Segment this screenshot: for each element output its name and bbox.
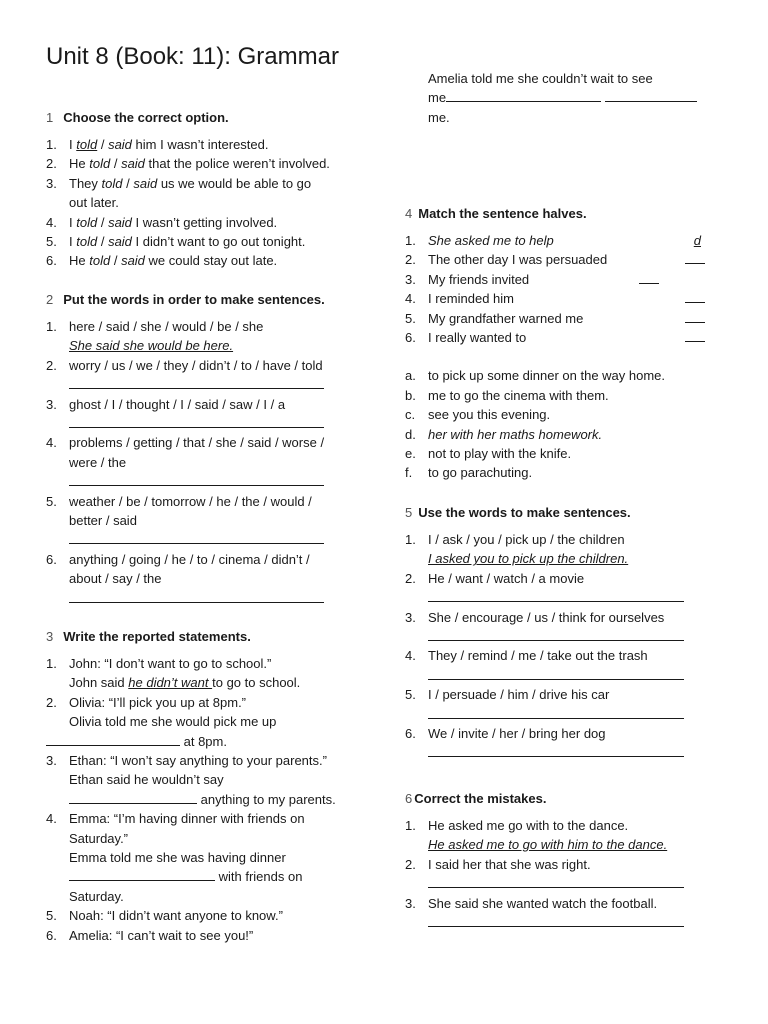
section-4 — [405, 204, 725, 483]
item-prompt: I said her that she was right. — [428, 856, 591, 872]
item-number: 5. — [46, 493, 57, 509]
section-title: Use the words to make sentences. — [418, 505, 631, 520]
exercise-item — [46, 751, 366, 770]
answer-text: he didn’t want — [128, 675, 213, 691]
item-prompt: He / want / watch / a movie — [428, 570, 585, 586]
exercise-item — [46, 654, 366, 673]
exercise-item — [46, 693, 366, 712]
option-letter: c. — [405, 407, 416, 423]
item-text: He — [69, 156, 86, 172]
option-letter: d. — [405, 426, 416, 442]
separator: / — [97, 137, 109, 152]
answer-line[interactable] — [405, 627, 725, 646]
section-heading — [46, 108, 366, 127]
section-heading — [405, 789, 725, 808]
exercise-item — [405, 855, 725, 874]
item-quote: John: “I don’t want to go to school.” — [69, 656, 272, 671]
section-2 — [46, 290, 366, 608]
match-item — [405, 309, 705, 328]
exercise-item — [405, 530, 725, 549]
option-text: her with her maths homework. — [428, 426, 603, 442]
item-number: 1. — [46, 137, 57, 152]
separator: / — [122, 175, 134, 191]
option-text: to pick up some dinner on the way home. — [428, 368, 666, 384]
section-title: Match the sentence halves. — [418, 206, 587, 221]
option-letter: e. — [405, 446, 416, 462]
item-continuation: Saturday. — [69, 888, 124, 904]
item-text: I — [69, 137, 73, 152]
item-text: me — [428, 90, 447, 106]
item-prompt: I / ask / you / pick up / the children — [428, 532, 625, 547]
answer-line[interactable] — [405, 743, 725, 762]
example-answer — [46, 336, 366, 355]
item-number: 4. — [46, 435, 57, 451]
item-number: 3. — [405, 895, 416, 911]
item-number: 6. — [46, 253, 57, 269]
item-number: 4. — [405, 648, 416, 664]
answer-row — [46, 732, 366, 751]
item-text: that the police weren’t involved. — [144, 156, 330, 172]
exercise-item — [46, 135, 366, 154]
exercise-item — [405, 569, 725, 588]
separator: / — [97, 234, 109, 250]
answer-line[interactable] — [605, 88, 697, 102]
option-told: told — [89, 156, 111, 172]
option-letter: b. — [405, 387, 416, 403]
item-text: us we would be able to go — [157, 175, 312, 191]
exercise-item — [405, 685, 725, 704]
item-continuation: out later. — [69, 195, 119, 211]
exercise-item — [46, 395, 366, 414]
item-text: with friends on — [215, 869, 303, 885]
section-1 — [46, 108, 366, 271]
item-prompt: He asked me go with to the dance. — [428, 818, 629, 833]
item-text: him I wasn’t interested. — [131, 137, 269, 152]
item-number: 2. — [46, 694, 57, 710]
item-text: Emma told me she was having dinner — [69, 850, 286, 866]
item-number: 3. — [46, 175, 57, 191]
item-text: I — [69, 234, 73, 250]
option-told: told — [89, 253, 111, 269]
exercise-item — [46, 809, 366, 828]
item-number: 6. — [405, 330, 416, 346]
answer-line[interactable] — [446, 88, 601, 102]
answer-row — [46, 867, 366, 886]
section-5 — [405, 503, 725, 763]
item-text: Amelia told me she couldn’t wait to see — [428, 71, 653, 86]
item-prompt: She / encourage / us / think for ourselves — [428, 609, 665, 625]
item-text: at 8pm. — [180, 733, 227, 749]
item-text: I reminded him — [428, 291, 514, 307]
exercise-item — [46, 433, 366, 452]
answer-line[interactable] — [46, 732, 180, 746]
answer-line[interactable] — [405, 588, 725, 607]
section-heading — [405, 204, 725, 223]
option-said: said — [121, 253, 145, 269]
section-title: Write the reported statements. — [63, 629, 251, 644]
item-continuation: Saturday.” — [69, 830, 129, 846]
item-text: He — [69, 253, 86, 269]
match-blank[interactable] — [685, 309, 705, 323]
item-text: My friends invited — [428, 271, 530, 287]
option-told: told — [76, 234, 98, 250]
exercise-item — [405, 894, 725, 913]
exercise-item — [46, 174, 366, 193]
answer-line[interactable] — [46, 589, 366, 608]
answer-row — [428, 88, 728, 107]
answer-line[interactable] — [405, 874, 725, 893]
item-text: The other day I was persuaded — [428, 252, 608, 268]
item-text: I didn’t want to go out tonight. — [131, 234, 306, 250]
exercise-item — [46, 550, 366, 569]
section-3 — [46, 627, 366, 945]
exercise-item — [405, 816, 725, 835]
item-number: 4. — [46, 811, 57, 827]
item-prompt: I / persuade / him / drive his car — [428, 687, 610, 703]
page-title: Unit 8 (Book: 11): Grammar — [46, 43, 339, 70]
section-number: 2 — [46, 292, 54, 307]
section-number: 1 — [46, 110, 54, 125]
item-text: we could stay out late. — [144, 253, 278, 269]
answer-line[interactable] — [405, 913, 725, 932]
item-text: She asked me to help — [428, 233, 554, 248]
answer-line[interactable] — [46, 530, 366, 549]
item-number: 1. — [46, 319, 57, 334]
item-text: My grandfather warned me — [428, 310, 584, 326]
match-blank[interactable] — [685, 289, 705, 303]
section-6 — [405, 789, 725, 932]
section-heading — [46, 290, 366, 309]
section-heading — [46, 627, 366, 646]
item-number: 3. — [405, 271, 416, 287]
item-number: 1. — [46, 656, 57, 671]
item-prompt: She said she wanted watch the football. — [428, 895, 658, 911]
item-number: 1. — [405, 532, 416, 547]
option-told: told — [101, 175, 123, 191]
answer-line[interactable] — [46, 375, 366, 394]
separator: / — [97, 214, 109, 230]
answer-row — [46, 790, 366, 809]
match-item — [405, 250, 705, 269]
option-letter: a. — [405, 368, 416, 384]
exercise-item — [46, 154, 366, 173]
match-item — [405, 231, 705, 250]
item-text: I wasn’t getting involved. — [131, 214, 278, 230]
option-told-selected: told — [76, 137, 98, 152]
item-prompt: ghost / I / thought / I / said / saw / I / a — [69, 396, 286, 412]
answer-line[interactable] — [46, 414, 366, 433]
item-number: 4. — [405, 291, 416, 307]
match-blank[interactable] — [639, 270, 659, 284]
section-number: 6 — [405, 791, 413, 806]
item-quote: Noah: “I didn’t want anyone to know.” — [69, 908, 283, 924]
example-answer — [405, 835, 725, 854]
item-number: 5. — [405, 687, 416, 703]
item-continuation: about / say / the — [69, 571, 162, 587]
option-said: said — [108, 137, 132, 152]
answer-text: He asked me to go with him to the dance. — [428, 837, 668, 853]
item-number: 2. — [405, 570, 416, 586]
match-option — [405, 405, 725, 424]
item-continuation: were / the — [69, 454, 127, 470]
item-text: anything to my parents. — [197, 791, 336, 807]
match-option — [405, 444, 725, 463]
item-quote: Olivia: “I’ll pick you up at 8pm.” — [69, 694, 247, 710]
exercise-item — [405, 646, 725, 665]
item-prompt: We / invite / her / bring her dog — [428, 726, 606, 742]
example-answer — [405, 549, 725, 568]
option-text: not to play with the knife. — [428, 446, 572, 462]
option-said: said — [133, 175, 158, 191]
item-number: 2. — [405, 252, 416, 268]
match-option — [405, 425, 725, 444]
item-number: 3. — [405, 609, 416, 625]
option-said: said — [108, 234, 132, 250]
section-title: Choose the correct option. — [63, 110, 229, 125]
option-text: to go parachuting. — [428, 465, 533, 481]
section-title: Correct the mistakes. — [414, 791, 547, 806]
item-prompt: worry / us / we / they / didn’t / to / have / told — [69, 357, 323, 373]
exercise-item — [46, 232, 366, 251]
answer-line[interactable] — [405, 666, 725, 685]
section-heading — [405, 503, 725, 522]
item-number: 1. — [405, 233, 416, 248]
item-text: Olivia told me she would pick me up — [69, 714, 277, 730]
example-answer — [46, 673, 366, 692]
item-quote: Emma: “I’m having dinner with friends on — [69, 811, 305, 827]
separator: / — [110, 156, 122, 172]
item-number: 5. — [46, 234, 57, 250]
item-number: 3. — [46, 396, 57, 412]
option-said: said — [121, 156, 145, 172]
answer-prefix: John said — [69, 675, 129, 691]
option-told: told — [76, 214, 98, 230]
item-number: 5. — [46, 908, 57, 924]
exercise-item — [46, 317, 366, 336]
item-prompt: weather / be / tomorrow / he / the / would / — [69, 493, 312, 509]
answer-line[interactable] — [405, 705, 725, 724]
item-number: 6. — [405, 726, 416, 742]
item-continuation: better / said — [69, 513, 137, 529]
exercise-item — [46, 926, 366, 945]
item-number: 2. — [405, 856, 416, 872]
item-number: 6. — [46, 927, 57, 943]
item-prompt: problems / getting / that / she / said / worse / — [69, 435, 325, 451]
item-number: 2. — [46, 156, 57, 172]
match-blank[interactable] — [685, 328, 705, 342]
answer-text: She said she would be here. — [69, 338, 234, 354]
answer-text: I asked you to pick up the children. — [428, 551, 629, 567]
exercise-item — [405, 724, 725, 743]
answer-line[interactable] — [69, 867, 215, 881]
match-item — [405, 289, 705, 308]
item-quote: Amelia: “I can’t wait to see you!” — [69, 927, 254, 943]
item-text: Ethan said he wouldn’t say — [69, 772, 224, 788]
exercise-item — [46, 213, 366, 232]
item-text: I — [69, 214, 73, 230]
option-said: said — [108, 214, 132, 230]
section-number: 5 — [405, 505, 413, 520]
match-answer: d — [693, 233, 701, 248]
exercise-item — [46, 492, 366, 511]
item-text: They — [69, 175, 98, 191]
match-option — [405, 386, 725, 405]
exercise-item — [46, 356, 366, 375]
match-option — [405, 366, 725, 385]
option-text: me to go the cinema with them. — [428, 387, 609, 403]
match-option — [405, 463, 725, 482]
item-prompt: anything / going / he / to / cinema / didn’t / — [69, 551, 310, 567]
item-text: I really wanted to — [428, 330, 527, 346]
match-item — [405, 270, 705, 289]
item-number: 6. — [46, 551, 57, 567]
option-text: see you this evening. — [428, 407, 551, 423]
section-3-continuation — [428, 69, 728, 127]
section-number: 3 — [46, 629, 54, 644]
item-number: 3. — [46, 753, 57, 769]
section-title: Put the words in order to make sentences. — [63, 292, 325, 307]
answer-line[interactable] — [46, 472, 366, 491]
item-number: 1. — [405, 818, 416, 833]
section-number: 4 — [405, 206, 413, 221]
item-number: 2. — [46, 357, 57, 373]
match-item — [405, 328, 705, 347]
item-quote: Ethan: “I won’t say anything to your parents.” — [69, 753, 327, 769]
separator: / — [110, 253, 122, 269]
exercise-item — [405, 608, 725, 627]
item-text: me. — [428, 109, 450, 125]
item-number: 5. — [405, 310, 416, 326]
item-prompt: They / remind / me / take out the trash — [428, 648, 648, 664]
answer-suffix: to go to school. — [212, 675, 301, 691]
exercise-item — [46, 251, 366, 270]
item-number: 4. — [46, 214, 57, 230]
option-letter: f. — [405, 465, 413, 481]
match-blank[interactable] — [685, 250, 705, 264]
answer-line[interactable] — [69, 790, 197, 804]
exercise-item — [46, 906, 366, 925]
item-prompt: here / said / she / would / be / she — [69, 319, 264, 334]
